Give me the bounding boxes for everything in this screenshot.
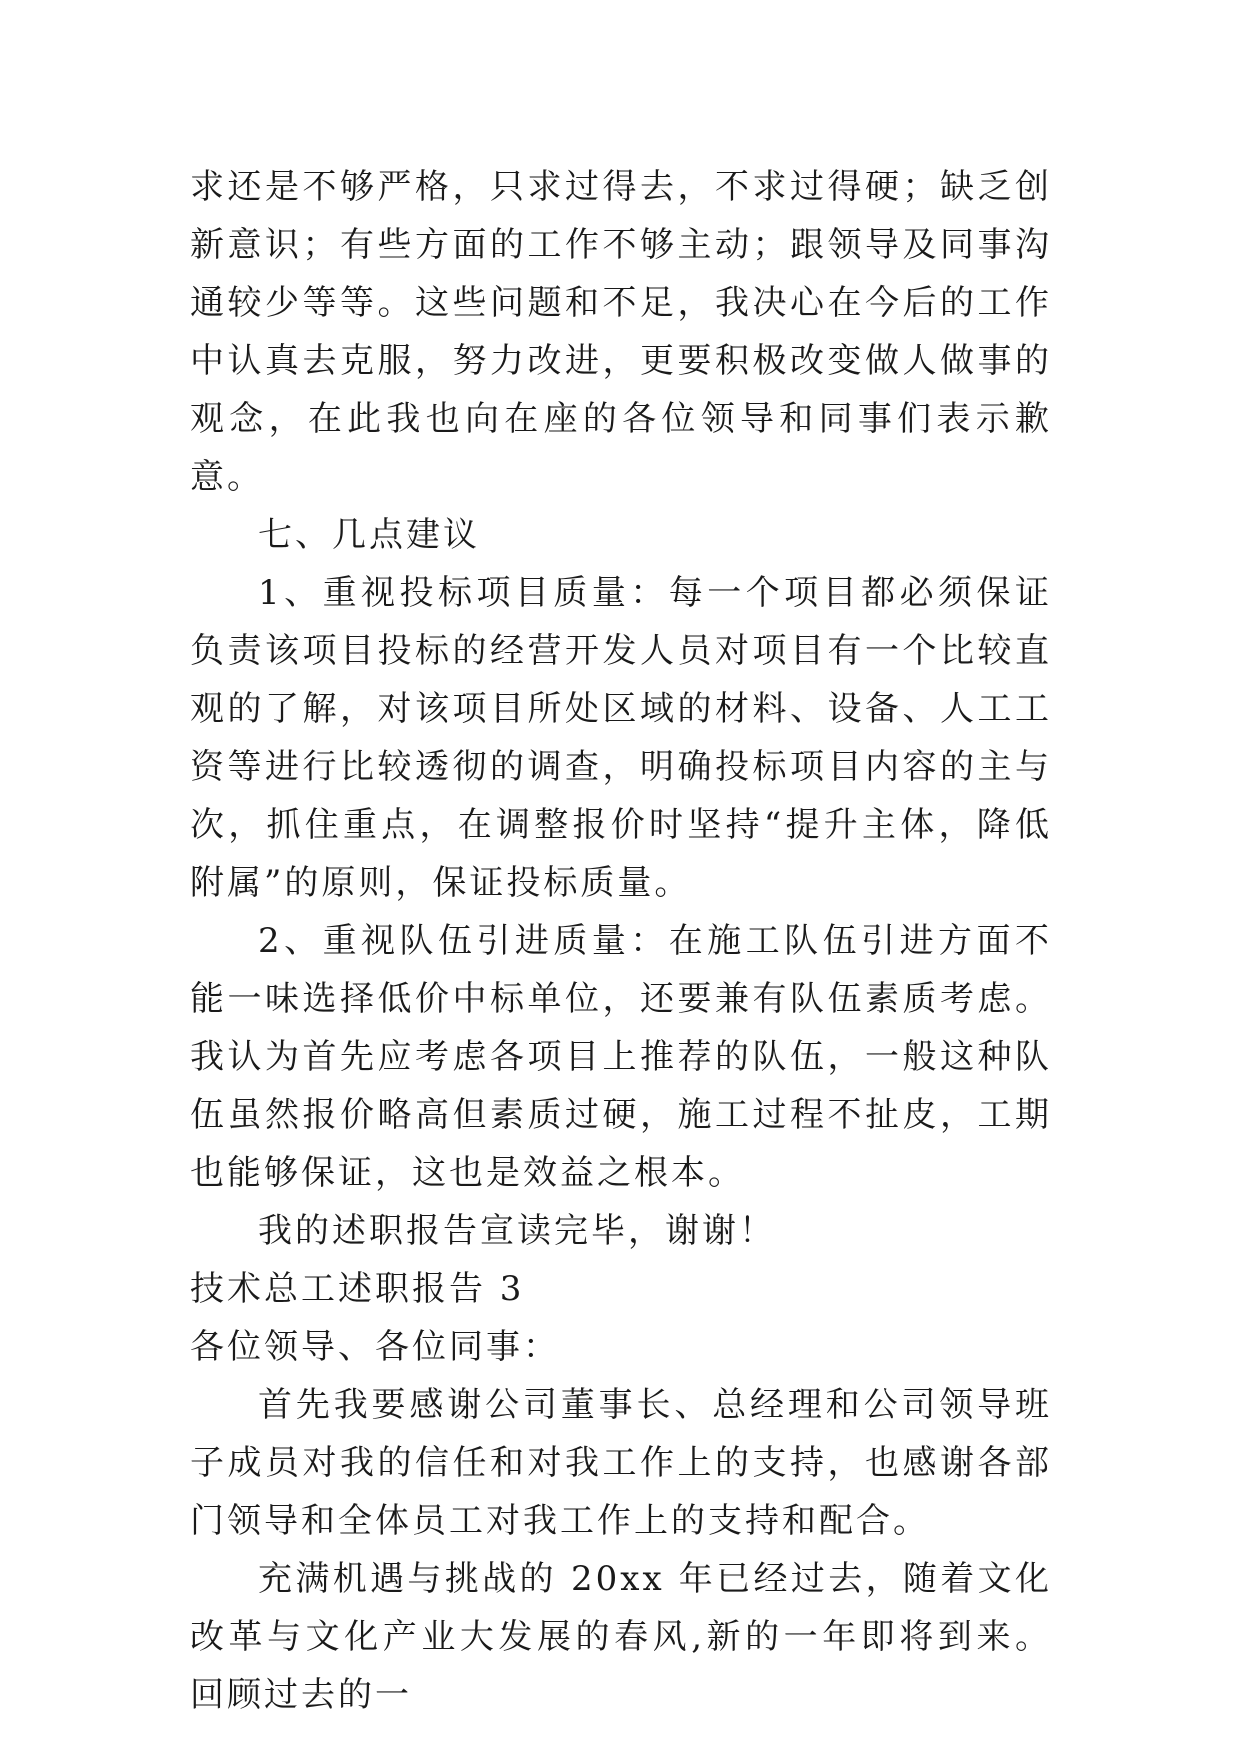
document-body [190, 158, 1052, 1724]
report-title: 技术总工述职报告 3 [190, 1269, 525, 1309]
paragraph-review: 充满机遇与挑战的 20xx 年已经过去，随着文化改革与文化产业大发展的春风,新的一年即将到来。回顾过去的一 [190, 1559, 1052, 1715]
paragraph-suggestion-1: 1、重视投标项目质量：每一个项目都必须保证负责该项目投标的经营开发人员对项目有一个比较直观的了解，对该项目所处区域的材料、设备、人工工资等进行比较透彻的调查，明确投标项目内容的主与次，抓住重点，在调整报价时坚持“提升主体，降低附属”的原则，保证投标质量。 [190, 573, 1052, 903]
salutation: 各位领导、各位同事： [190, 1327, 560, 1367]
paragraph-thanks: 首先我要感谢公司董事长、总经理和公司领导班子成员对我的信任和对我工作上的支持，也感谢各部门领导和全体员工对我工作上的支持和配合。 [190, 1385, 1052, 1541]
section-heading-suggestions: 七、几点建议 [258, 515, 480, 555]
paragraph-closing: 我的述职报告宣读完毕，谢谢！ [258, 1211, 776, 1251]
paragraph-problems: 求还是不够严格，只求过得去，不求过得硬；缺乏创新意识；有些方面的工作不够主动；跟领导及同事沟通较少等等。这些问题和不足，我决心在今后的工作中认真去克服，努力改进，更要积极改变做人做事的观念，在此我也向在座的各位领导和同事们表示歉意。 [190, 167, 1052, 497]
paragraph-suggestion-2: 2、重视队伍引进质量：在施工队伍引进方面不能一味选择低价中标单位，还要兼有队伍素质考虑。我认为首先应考虑各项目上推荐的队伍，一般这种队伍虽然报价略高但素质过硬，施工过程不扯皮，工期也能够保证，这也是效益之根本。 [190, 921, 1052, 1193]
